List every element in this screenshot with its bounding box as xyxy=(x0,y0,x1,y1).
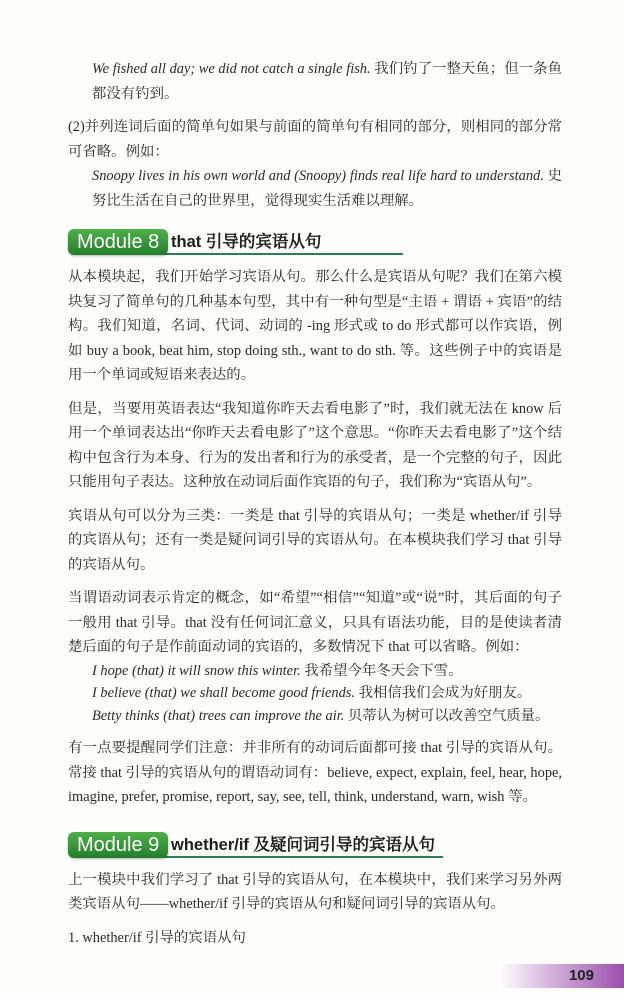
paragraph: 但是，当要用英语表达“我知道你昨天去看电影了”时，我们就无法在 know 后用一个单词表达出“你昨天去看电影了”这个意思。“你昨天去看电影了”这个结构中包含行为本身、行为的发出者和行为的承受者，是一个完整的句子，因此只能用句子表达。这种放在动词后面作宾语的句子，我们称为“宾语从句”。 xyxy=(68,400,562,490)
example-zh: 我们钓了一整天鱼；但一条鱼都没有钓到。 xyxy=(92,61,562,102)
example-zh: 我希望今年冬天会下雪。 xyxy=(304,662,463,679)
example-en: Betty thinks (that) trees can improve the air. xyxy=(92,707,345,724)
example-en: We fished all day; we did not catch a single fish. xyxy=(92,61,371,77)
module-badge: Module 8 xyxy=(68,229,168,255)
paragraph: 有一点要提醒同学们注意：并非所有的动词后面都可接 that 引导的宾语从句。常接 that 引导的宾语从句的谓语动词有：believe, expect, explain, feel, hear, hope, imagine, prefer, promise, report, say, see, tell, think, understand, warn, wish 等。 xyxy=(68,740,562,805)
paragraph: 当谓语动词表示肯定的概念，如“希望”“相信”“知道”或“说”时，其后面的句子一般用 that 引导。that 没有任何词汇意义，只具有语法功能，目的是使读者清楚后面的句子是作前面动词的宾语的，多数情况下 that 可以省略。例如： xyxy=(68,590,562,655)
example-zh: 我相信我们会成为好朋友。 xyxy=(358,685,532,701)
item-2 xyxy=(68,115,562,164)
subheading: 1. whether/if 引导的宾语从句 xyxy=(68,929,246,946)
paragraph: 上一模块中我们学习了 that 引导的宾语从句，在本模块中，我们来学习另外两类宾语从句——whether/if 引导的宾语从句和疑问词引导的宾语从句。 xyxy=(68,871,562,912)
page-number: 109 xyxy=(568,967,594,984)
example xyxy=(92,705,562,728)
page-number-tab xyxy=(500,964,624,988)
module-title: that 引导的宾语从句 xyxy=(171,233,322,251)
example-en: I believe (that) we shall become good friends. xyxy=(92,685,355,701)
example-en: I hope (that) it will snow this winter. xyxy=(92,662,301,679)
example-fishing xyxy=(92,57,562,106)
paragraph: 宾语从句可以分为三类：一类是 that 引导的宾语从句；一类是 whether/if 引导的宾语从句；还有一类是疑问词引导的宾语从句。在本模块我们学习 that 引导的宾语从句。 xyxy=(68,507,562,573)
example-snoopy xyxy=(92,164,562,213)
example xyxy=(92,682,562,705)
paragraph: 从本模块起，我们开始学习宾语从句。那么什么是宾语从句呢？我们在第六模块复习了简单句的几种基本句型，其中有一种句型是“主语 + 谓语 + 宾语”的结构。我们知道，名词、代词、动词的 -ing 形式或 to do 形式都可以作宾语，例如 buy a book, beat him, stop doing sth., want to do sth. 等。这些例子中的宾语是用一个单词或短语来表达的。 xyxy=(68,269,562,383)
example xyxy=(92,660,562,683)
item-text: 并列连词后面的简单句如果与前面的简单句有相同的部分，则相同的部分常可省略。例如： xyxy=(68,119,562,160)
module-8-header xyxy=(68,229,403,255)
module-title: whether/if 及疑问词引导的宾语从句 xyxy=(171,835,436,854)
page-footer xyxy=(0,964,624,988)
example-zh: 史努比生活在自己的世界里，觉得现实生活难以理解。 xyxy=(92,168,562,209)
examples-list xyxy=(92,660,562,728)
module-badge: Module 9 xyxy=(68,832,168,858)
module-9-header xyxy=(68,832,443,858)
example-zh: 贝蒂认为树可以改善空气质量。 xyxy=(347,707,550,724)
example-en: Snoopy lives in his own world and (Snoopy) finds real life hard to understand. xyxy=(92,168,544,184)
item-label: (2) xyxy=(68,119,85,135)
